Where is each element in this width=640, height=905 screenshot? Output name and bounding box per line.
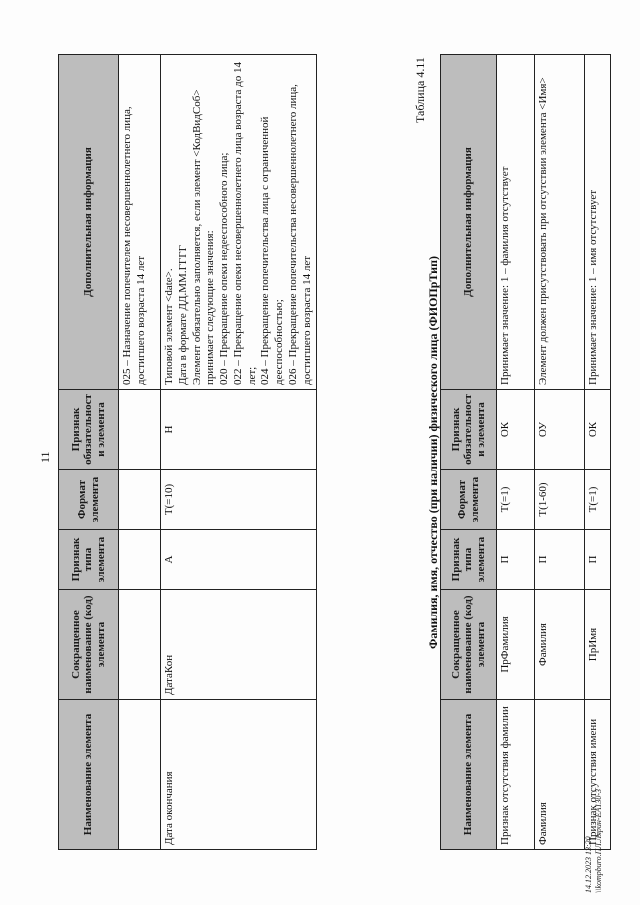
table-row <box>585 55 611 850</box>
footer-path: \\kompburo.ПЛ.Лярин-ЕА130-3 <box>594 789 604 893</box>
cell-format: T(=10) <box>161 470 317 530</box>
cell-info <box>161 55 317 390</box>
table-row <box>119 55 161 850</box>
header-short-name: Сокращенное наименование (код) элемента <box>441 590 497 700</box>
cell-format: T(=1) <box>585 470 611 530</box>
cell-info <box>119 55 161 390</box>
cell-info: Принимает значение: 1 – имя отсутствует <box>585 55 611 390</box>
header-name: Наименование элемента <box>59 700 119 850</box>
cell-required <box>119 390 161 470</box>
cell-name: Фамилия <box>535 700 585 850</box>
cell-info: Элемент должен присутствовать при отсутствии элемента <Имя> <box>535 55 585 390</box>
info-line: 024 – Прекращение попечительства лица с ограниченной дееспособностью; <box>259 116 285 385</box>
cell-code: Фамилия <box>535 590 585 700</box>
cell-name: Дата окончания <box>161 700 317 850</box>
cell-format <box>119 470 161 530</box>
cell-name: Признак отсутствия фамилии <box>497 700 535 850</box>
cell-type: П <box>535 530 585 590</box>
header-name: Наименование элемента <box>441 700 497 850</box>
header-type: Признак типа элемента <box>441 530 497 590</box>
info-line: 022 – Прекращение опеки несовершеннолетнего лица возраста до 14 лет; <box>231 62 258 385</box>
cell-type: А <box>161 530 317 590</box>
info-line: 025 – Назначение попечителем несовершеннолетнего лица, достигшего возраста 14 лет <box>121 106 147 385</box>
cell-code: ДатаКон <box>161 590 317 700</box>
header-required: Признак обязательности элемента <box>59 390 119 470</box>
cell-info: Принимает значение: 1 – фамилия отсутствует <box>497 55 535 390</box>
cell-format: T(1-60) <box>535 470 585 530</box>
header-required: Признак обязательности элемента <box>441 390 497 470</box>
info-line: Элемент обязательно заполняется, если элемент <КодВидСоб> принимает следующие значения: <box>190 89 217 385</box>
cell-format: T(=1) <box>497 470 535 530</box>
header-type: Признак типа элемента <box>59 530 119 590</box>
table-label: Таблица 4.11 <box>413 57 427 123</box>
cell-required: Н <box>161 390 317 470</box>
footer-timestamp: 14.12.2023 13:20 <box>584 836 593 893</box>
cell-name: Признак отсутствия имени <box>585 700 611 850</box>
cell-required: ОК <box>497 390 535 470</box>
header-format: Формат элемента <box>441 470 497 530</box>
table-header-row <box>59 55 119 850</box>
table-header-row <box>441 55 497 850</box>
cell-type <box>119 530 161 590</box>
elements-table-continued <box>58 54 317 850</box>
table-row <box>535 55 585 850</box>
header-info: Дополнительная информация <box>59 55 119 390</box>
cell-type: П <box>497 530 535 590</box>
cell-name <box>119 700 161 850</box>
cell-code <box>119 590 161 700</box>
info-line: 020 – Прекращение опеки недееспособного лица; <box>218 152 230 385</box>
header-short-name: Сокращенное наименование (код) элемента <box>59 590 119 700</box>
info-line: Дата в формате ДД.ММ.ГГГГ <box>176 244 189 385</box>
cell-code: ПрФамилия <box>497 590 535 700</box>
header-format: Формат элемента <box>59 470 119 530</box>
print-footer <box>584 789 605 893</box>
table-row <box>497 55 535 850</box>
page-number: 11 <box>38 451 52 463</box>
cell-required: ОУ <box>535 390 585 470</box>
table-row <box>161 55 317 850</box>
header-info: Дополнительная информация <box>441 55 497 390</box>
info-line: 026 – Прекращение попечительства несовершеннолетнего лица, достигшего возраста 14 лет <box>286 84 313 385</box>
cell-code: ПрИмя <box>585 590 611 700</box>
cell-type: П <box>585 530 611 590</box>
cell-required: ОК <box>585 390 611 470</box>
fio-table <box>440 54 611 850</box>
info-line: Типовой элемент <date>. <box>163 268 175 385</box>
table-title: Фамилия, имя, отчество (при наличии) физического лица (ФИОПрТип) <box>426 256 440 649</box>
